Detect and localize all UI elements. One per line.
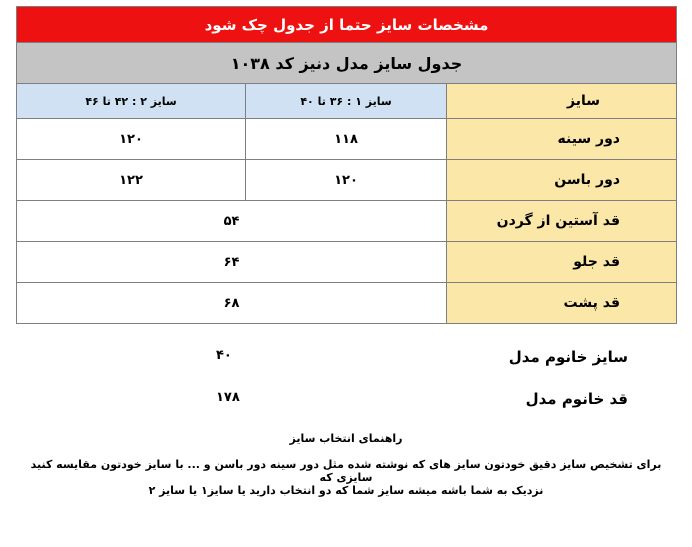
row-label-back: قد پشت bbox=[447, 283, 677, 324]
table-row bbox=[17, 119, 677, 160]
row-chest-size1: ۱۱۸ bbox=[246, 119, 447, 160]
row-label-chest: دور سینه bbox=[447, 119, 677, 160]
row-hip-size1: ۱۲۰ bbox=[246, 160, 447, 201]
model-size-value: ۴۰ bbox=[216, 348, 232, 363]
guide-title: راهنمای انتخاب سایز bbox=[289, 432, 403, 445]
title-row bbox=[17, 43, 677, 84]
guide-line-1: برای تشخیص سایز دقیق خودتون سایز های که نوشته شده مثل دور سینه دور باسن و ... با سایز خودتون مقایسه کنید سایزی که bbox=[30, 458, 662, 484]
header-size2: سایز ۲ : ۴۲ تا ۴۶ bbox=[17, 84, 246, 119]
row-hip-size2: ۱۲۲ bbox=[17, 160, 246, 201]
table-row bbox=[17, 160, 677, 201]
header-size1: سایز ۱ : ۳۶ تا ۴۰ bbox=[246, 84, 447, 119]
model-size-label: سایز خانوم مدل bbox=[508, 348, 628, 366]
table-title: جدول سایز مدل دنیز کد ۱۰۳۸ bbox=[17, 43, 677, 84]
banner-row bbox=[17, 7, 677, 43]
model-height-value: ۱۷۸ bbox=[216, 390, 240, 405]
model-height-row bbox=[16, 380, 676, 420]
row-label-front: قد جلو bbox=[447, 242, 677, 283]
model-size-row bbox=[16, 338, 676, 378]
row-label-sleeve: قد آستین از گردن bbox=[447, 201, 677, 242]
header-label: سایز bbox=[447, 84, 677, 119]
table-row bbox=[17, 201, 677, 242]
table-row bbox=[17, 283, 677, 324]
model-height-label: قد خانوم مدل bbox=[525, 390, 628, 408]
row-sleeve-value: ۵۴ bbox=[17, 201, 447, 242]
size-table bbox=[16, 6, 677, 324]
row-front-value: ۶۴ bbox=[17, 242, 447, 283]
guide-line-2: نزدیک به شما باشه میشه سایز شما که دو انتخاب دارید یا سایز۱ یا سایز ۲ bbox=[148, 484, 544, 497]
row-back-value: ۶۸ bbox=[17, 283, 447, 324]
table-row bbox=[17, 242, 677, 283]
row-label-hip: دور باسن bbox=[447, 160, 677, 201]
header-row bbox=[17, 84, 677, 119]
banner-text: مشخصات سایز حتما از جدول چک شود bbox=[17, 7, 677, 43]
row-chest-size2: ۱۲۰ bbox=[17, 119, 246, 160]
